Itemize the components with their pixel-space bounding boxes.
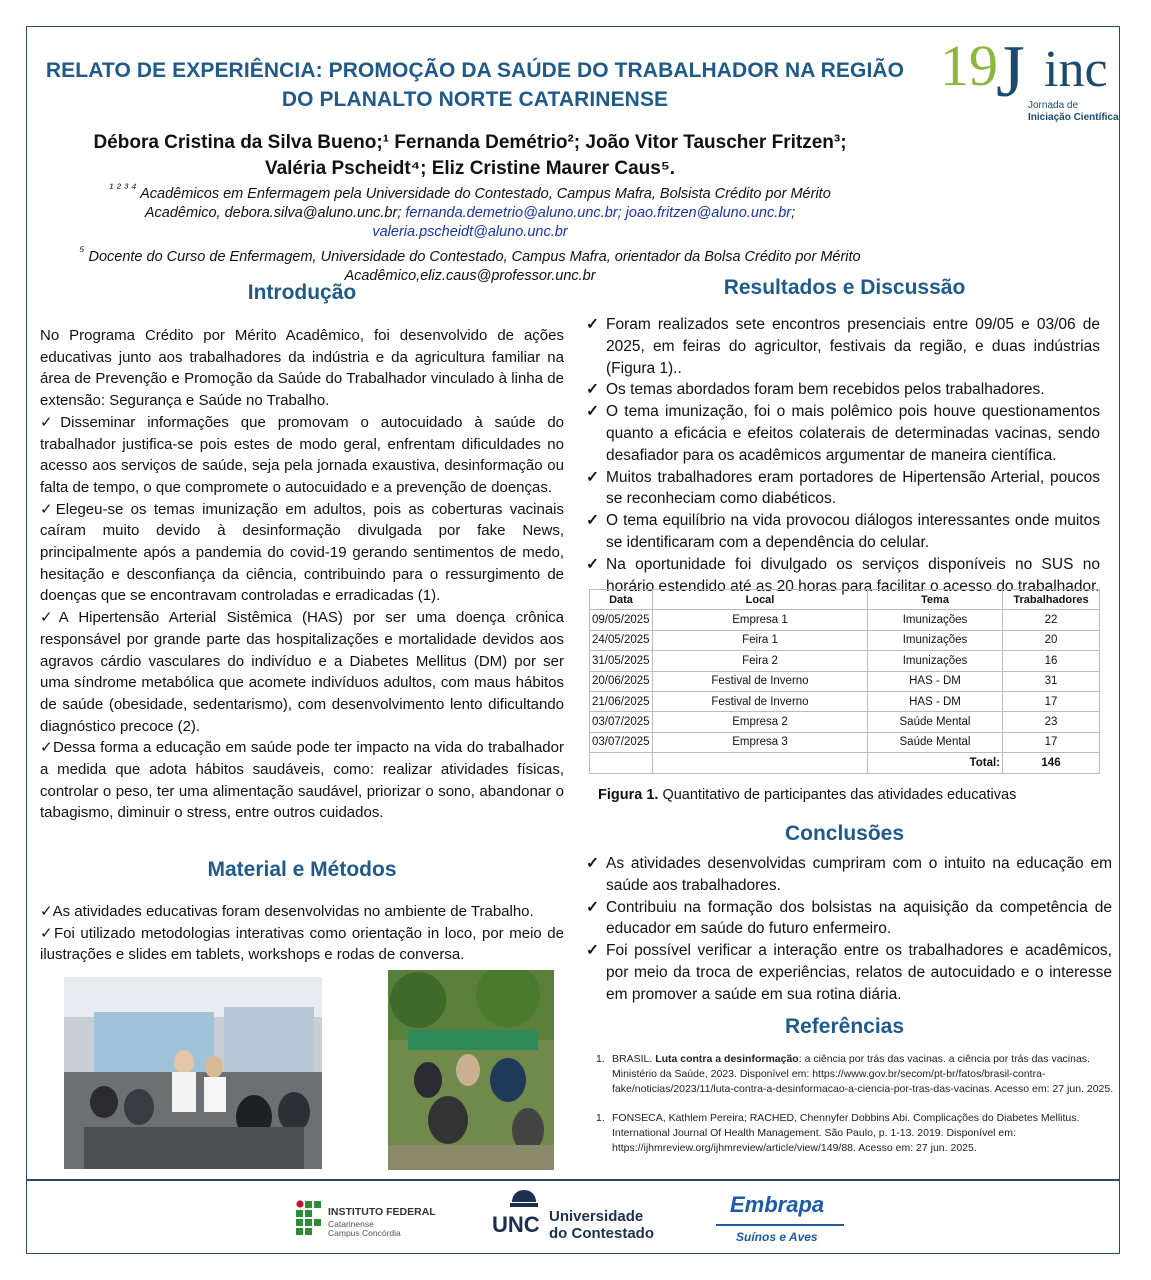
logo-j: J (996, 31, 1025, 113)
results-item-text: Os temas abordados foram bem recebidos pelos trabalhadores. (606, 381, 1045, 399)
intro-paragraph-2: ✓Disseminar informações que promovam o autocuidado à saúde do trabalhador justifica-se pois estes de modo geral, enfrentam dificuldades no acesso aos serviços de saúde, seja pela jornada exaustiva, desinformação ou falta de tempo, o que compromete o autocuidado e a prevenção de doenças. (40, 413, 564, 496)
if-line-1: INSTITUTO FEDERAL (328, 1206, 436, 1218)
check-icon: ✓ (586, 555, 599, 573)
authors-line-2: Valéria Pscheidt⁴; Eliz Cristine Maurer Caus⁵. (264, 158, 676, 179)
affil1-sup: ¹ ² ³ ⁴ (109, 181, 137, 195)
participants-table (589, 589, 1100, 774)
check-icon: ✓ (586, 381, 599, 399)
results-item-text: O tema imunização, foi o mais polêmico pois houve questionamentos quanto a eficácia e efeitos colaterais de determinadas vacinas, sendo desafiador para os acadêmicos argumentar de maneira científica. (606, 403, 1100, 464)
if-line-2: Catarinense (328, 1219, 374, 1229)
reference-pre: FONSECA, Kathlem Pereira; RACHED, Chennyfer Dobbins Abi. Complicações do Diabetes Mellitus. International Journal Of Health Management. São Paulo, p. 1-13. 2019. Disponível em: https://ijhmreview.org/ijhmreview/article/view/149/88. Acesso em: 27 jun. 2025. (612, 1112, 1080, 1154)
intro-heading: Introdução (247, 281, 357, 304)
methods-paragraph-1: ✓As atividades educativas foram desenvolvidas no ambiente de Trabalho. (40, 903, 534, 920)
table-cell: Feira 2 (653, 651, 868, 671)
table-row (590, 691, 1100, 711)
methods-heading: Material e Métodos (207, 858, 397, 881)
logo-sub1: Jornada de (1028, 100, 1079, 111)
table-cell: 22 (1003, 610, 1100, 630)
table-row (590, 651, 1100, 671)
jinc-logo (940, 31, 1120, 134)
unc-line-1: Universidade (549, 1208, 644, 1225)
affil2-text: Docente do Curso de Enfermagem, Universidade do Contestado, Campus Mafra, orientador da Bolsa Crédito por Mérito (84, 248, 861, 265)
table-cell: HAS - DM (868, 691, 1003, 711)
conclusions-item-text: As atividades desenvolvidas cumpriram com o intuito na educação em saúde aos trabalhadores. (606, 855, 1112, 894)
results-item-text: O tema equilíbrio na vida provocou diálogos interessantes onde muitos se identificaram com a dependência do celular. (606, 512, 1100, 551)
logo-inc: inc (1044, 41, 1108, 98)
table-cell: 23 (1003, 712, 1100, 732)
check-icon: ✓ (586, 942, 599, 960)
methods-paragraph-2: ✓Foi utilizado metodologias interativas como orientação in loco, por meio de ilustrações e slides em tablets, workshops e rodas de conversa. (40, 924, 564, 964)
table-cell: 17 (1003, 691, 1100, 711)
table-cell: HAS - DM (868, 671, 1003, 691)
table-cell: Saúde Mental (868, 712, 1003, 732)
reference-bold: Luta contra a desinformação (655, 1053, 799, 1065)
if-grid-icon (296, 1200, 322, 1238)
intro-paragraph-3: ✓Elegeu-se os temas imunização em adultos, pois as coberturas vacinais caíram muito devido à desinformação divulgada por fake News, principalmente após a pandemia do covid-19 gerando sentimentos de medo, hesitação e desconfiança da ciência, contribuindo para o ressurgimento de doenças que se encontravam controladas e erradicadas (1). (40, 500, 564, 605)
if-line-3: Campus Concórdia (328, 1228, 401, 1238)
logo-number: 19 (940, 33, 998, 98)
poster-title (40, 56, 910, 114)
results-item-text: Foram realizados sete encontros presenciais entre 09/05 e 03/06 de 2025, em feiras do agricultor, festivais da região, e duas indústrias (Figura 1).. (606, 316, 1100, 377)
caption-label: Figura 1. (598, 787, 659, 803)
table-total-label: Total: (868, 753, 1003, 773)
table-cell: 03/07/2025 (590, 712, 653, 732)
workshop-photo-indoor (64, 977, 322, 1169)
results-item-text: Muitos trabalhadores eram portadores de Hipertensão Arterial, poucos se reconheciam como diabéticos. (606, 468, 1100, 508)
conclusions-item (586, 897, 1112, 941)
results-item (586, 379, 1100, 401)
figure-caption (598, 787, 1016, 803)
table-header-trabalhadores: Trabalhadores (1003, 590, 1100, 610)
reference-item (596, 1052, 1118, 1097)
table-cell: Festival de Inverno (653, 671, 868, 691)
references-list (596, 1052, 1118, 1170)
unc-short: UNC (492, 1212, 540, 1237)
intro-paragraph-1: No Programa Crédito por Mérito Acadêmico, foi desenvolvido de ações educativas junto aos trabalhadores da indústria e da agricultura familiar na área de Prevenção e Promoção da Saúde do Trabalhador vinculado à linha de extensão: Segurança e Saúde no Trabalho. (40, 327, 564, 410)
table-row (590, 732, 1100, 752)
footer-divider (26, 1179, 1120, 1181)
table-cell: Empresa 3 (653, 732, 868, 752)
check-icon: ✓ (586, 855, 599, 872)
affil1-mail2[interactable]: fernanda.demetrio@aluno.unc.br; joao.fritzen@aluno.unc.br (405, 204, 792, 221)
results-item-text: Na oportunidade foi divulgado os serviços disponíveis no SUS no horário estendido até as 20 horas para facilitar o acesso do trabalhador. (606, 555, 1100, 595)
intro-paragraph-4: ✓A Hipertensão Arterial Sistêmica (HAS) por ser uma doença crônica responsável por grande parte das hospitalizações e mortalidade devidos aos agravos cárdio vasculares do indivíduo e a Diabetes Mellitus (DM) por ser uma síndrome metabólica que acomete indivíduos adultos, com maus hábitos de saúde (obesidade, sedentarismo), com desenvolvimento lento dificultando diagnóstico precoce (2). (40, 609, 564, 735)
table-cell: 31/05/2025 (590, 651, 653, 671)
unc-emblem-icon (506, 1188, 542, 1210)
conclusions-list (586, 853, 1112, 1006)
affil2-sup: ⁵ (79, 243, 85, 258)
table-cell: Imunizações (868, 651, 1003, 671)
affil2-text2: Acadêmico,eliz.caus@professor.unc.br (344, 267, 596, 284)
authors (40, 130, 900, 182)
affil1-text2: Acadêmico, debora.silva@aluno.unc.br; (144, 204, 406, 221)
affil1-text: Acadêmicos em Enfermagem pela Universidade do Contestado, Campus Mafra, Bolsista Crédito por Mérito (136, 185, 831, 202)
table-row (590, 671, 1100, 691)
references-heading: Referências (784, 1015, 905, 1038)
table-cell: Imunizações (868, 630, 1003, 650)
unc-line-2: do Contestado (549, 1225, 654, 1242)
reference-number: 1. (596, 1112, 605, 1124)
table-cell: 17 (1003, 732, 1100, 752)
title-line-1: RELATO DE EXPERIÊNCIA: PROMOÇÃO DA SAÚDE DO TRABALHADOR NA REGIÃO (45, 59, 905, 82)
conclusions-item (586, 853, 1112, 897)
check-icon: ✓ (586, 512, 599, 530)
check-icon: ✓ (586, 468, 599, 486)
methods-body (40, 901, 564, 966)
affiliations: $^{^1 ^2 ^3 ^4}$ Acadêmicos em Enfermagem pela Universidade do Contestado, Campus Mafra, Bolsista Crédito por Mérito Acadêmico, debora.silva@aluno.unc.br; fernanda.demetrio@aluno.unc.br; joao.fritzen@aluno.unc.br; valeria.pscheidt@aluno.unc.br $^{^5}$ Docente do Curso de Enfermagem, Universidade do Contestado, Campus Mafra, orientador da Bolsa Crédito por Mérito Acadêmico,eliz.caus@professor.unc.br (40, 179, 900, 286)
results-heading: Resultados e Discussão (723, 276, 966, 299)
caption-text: Quantitativo de participantes das atividades educativas (658, 787, 1017, 803)
table-cell: 16 (1003, 651, 1100, 671)
check-icon: ✓ (586, 403, 599, 421)
title-line-2: DO PLANALTO NORTE CATARINENSE (281, 88, 669, 111)
table-cell: Imunizações (868, 610, 1003, 630)
conclusions-item (586, 940, 1112, 1005)
table-row (590, 610, 1100, 630)
results-list (586, 314, 1100, 597)
check-icon: ✓ (586, 316, 599, 333)
unc-logo (492, 1188, 672, 1244)
conclusions-item-text: Contribuiu na formação dos bolsistas na aquisição da competência de educador em saúde do futuro enfermeiro. (606, 898, 1112, 938)
table-cell: 20/06/2025 (590, 671, 653, 691)
table-header-data: Data (590, 590, 653, 610)
conclusions-heading: Conclusões (784, 822, 905, 845)
embrapa-rule (716, 1224, 844, 1226)
intro-paragraph-5: ✓Dessa forma a educação em saúde pode ter impacto na vida do trabalhador a medida que adota hábitos saudáveis, como: realizar atividades físicas, controlar o peso, ter uma alimentação saudável, priorizar o sono, abandonar o tabagismo, diminuir o stress, entre outros cuidados. (40, 739, 564, 822)
table-cell: 31 (1003, 671, 1100, 691)
table-cell: 03/07/2025 (590, 732, 653, 752)
reference-post: : a ciência por trás das vacinas. a ciência por trás das vacinas. Ministério da Saúde, 2023. Disponível em: https://www.gov.br/secom/pt-br/fatos/brasil-contra-fake/noticias/2023/11/luta-contra-a-desinformacao-a-ciencia-por-tras-das-vacinas. Acesso em: 27 jun. 2025. (612, 1053, 1114, 1095)
intro-body (40, 325, 564, 824)
table-row (590, 630, 1100, 650)
results-item (586, 314, 1100, 379)
table-cell: 24/05/2025 (590, 630, 653, 650)
affil1-mail3[interactable]: valeria.pscheidt@aluno.unc.br (372, 223, 568, 240)
results-item (586, 510, 1100, 554)
results-item (586, 401, 1100, 466)
table-cell: Empresa 2 (653, 712, 868, 732)
results-item (586, 467, 1100, 511)
reference-number: 1. (596, 1053, 605, 1065)
table-cell: Feira 1 (653, 630, 868, 650)
table-cell: 09/05/2025 (590, 610, 653, 630)
check-icon: ✓ (586, 898, 599, 916)
table-cell: 20 (1003, 630, 1100, 650)
reference-pre: BRASIL. (612, 1053, 656, 1065)
if-logo (296, 1200, 446, 1240)
embrapa-sub: Suínos e Aves (736, 1230, 818, 1244)
table-cell: Festival de Inverno (653, 691, 868, 711)
table-row (590, 712, 1100, 732)
table-total-row (590, 753, 1100, 773)
table-cell: Empresa 1 (653, 610, 868, 630)
logo-sub2: Iniciação Científica (1028, 112, 1119, 123)
reference-item (596, 1111, 1118, 1156)
embrapa-logo (716, 1192, 846, 1248)
authors-line-1: Débora Cristina da Silva Bueno;¹ Fernanda Demétrio²; João Vitor Tauscher Fritzen³; (93, 132, 847, 153)
table-total-value: 146 (1003, 753, 1100, 773)
table-cell: 21/06/2025 (590, 691, 653, 711)
table-header-local: Local (653, 590, 868, 610)
workshop-photo-outdoor (388, 970, 554, 1170)
table-header-row (590, 590, 1100, 610)
embrapa-name: Embrapa (730, 1192, 825, 1217)
table-header-tema: Tema (868, 590, 1003, 610)
table-cell: Saúde Mental (868, 732, 1003, 752)
conclusions-item-text: Foi possível verificar a interação entre os trabalhadores e acadêmicos, por meio da troca de experiências, relatos de autocuidado e o interesse em promover a saúde em sua rotina diária. (606, 942, 1112, 1003)
